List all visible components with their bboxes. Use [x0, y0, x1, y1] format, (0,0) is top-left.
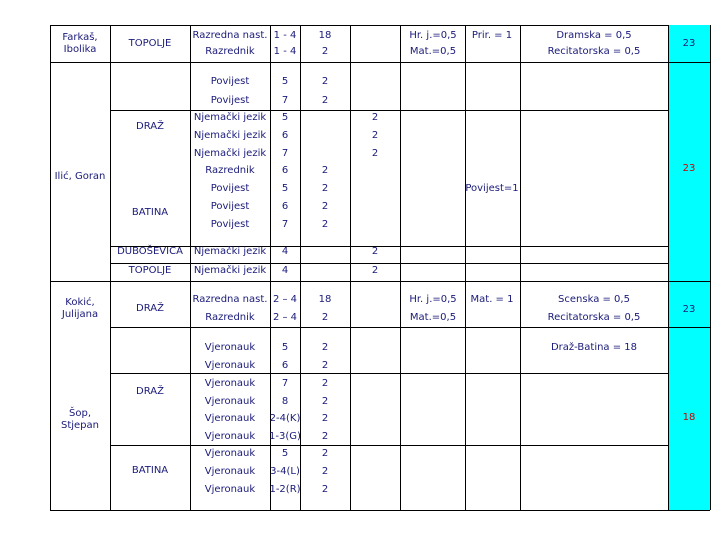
grid-line: [110, 263, 668, 264]
teacher-name: Ilić, Goran: [54, 171, 106, 182]
subject-cell: Razrednik: [205, 46, 255, 57]
grid-line: [50, 281, 710, 282]
totals-column: [668, 25, 710, 510]
grade-cell: 2 – 4: [272, 312, 298, 323]
subject-cell: Razrednik: [205, 165, 255, 176]
hours-cell: 2: [321, 378, 329, 389]
hours-cell: 2: [321, 466, 329, 477]
school-name: DRAŽ: [136, 121, 164, 132]
subject-cell: Vjeronauk: [204, 413, 256, 424]
grade-cell: 5: [281, 76, 289, 87]
grade-cell: 2-4(K): [269, 413, 301, 424]
grid-line: [350, 25, 351, 510]
subject-cell: Vjeronauk: [204, 484, 256, 495]
hours-cell: 2: [321, 201, 329, 212]
subject-cell: Vjeronauk: [204, 342, 256, 353]
subject-cell: Vjeronauk: [204, 466, 256, 477]
hours-cell: 2: [321, 413, 329, 424]
hours-cell: 2: [321, 312, 329, 323]
hours-cell: 18: [318, 294, 332, 305]
subject-cell: Razrednik: [205, 312, 255, 323]
total-hours: 18: [682, 412, 696, 423]
hours-cell: 18: [318, 30, 332, 41]
grade-cell: 7: [281, 148, 289, 159]
grid-line: [110, 327, 710, 328]
hours-cell: 2: [321, 342, 329, 353]
grid-line: [668, 25, 669, 510]
grade-cell: 3-4(L): [270, 466, 300, 477]
subject-cell: Njemački jezik: [193, 130, 267, 141]
grade-cell: 2 – 4: [272, 294, 298, 305]
hours-cell: 2: [321, 360, 329, 371]
grade-cell: 6: [281, 130, 289, 141]
extra-cell: Hr. j.=0,5: [409, 294, 457, 305]
grade-cell: 5: [281, 342, 289, 353]
grid-line: [110, 373, 668, 374]
school-name: BATINA: [131, 465, 169, 476]
grade-cell: 1-3(G): [269, 431, 301, 442]
subject-cell: Povijest: [210, 183, 250, 194]
hours-cell: 2: [321, 46, 329, 57]
hours-cell: 2: [321, 219, 329, 230]
hours-cell: 2: [371, 148, 379, 159]
subject-cell: Povijest: [210, 201, 250, 212]
school-name: DUBOŠEVICA: [117, 246, 183, 257]
school-name: BATINA: [131, 207, 169, 218]
extra-cell: Draž-Batina = 18: [550, 342, 638, 353]
hours-cell: 2: [321, 448, 329, 459]
school-name: TOPOLJE: [128, 38, 172, 49]
grid-line: [400, 25, 401, 510]
grade-cell: 5: [281, 112, 289, 123]
hours-cell: 2: [321, 396, 329, 407]
grade-cell: 7: [281, 95, 289, 106]
subject-cell: Povijest: [210, 95, 250, 106]
grade-cell: 6: [281, 360, 289, 371]
hours-cell: 2: [321, 431, 329, 442]
subject-cell: Povijest: [210, 219, 250, 230]
hours-cell: 2: [371, 265, 379, 276]
subject-cell: Njemački jezik: [193, 112, 267, 123]
subject-cell: Njemački jezik: [193, 148, 267, 159]
grid-line: [50, 62, 710, 63]
hours-cell: 2: [321, 484, 329, 495]
extra-cell: Mat. = 1: [470, 294, 514, 305]
grid-line: [110, 25, 111, 510]
extra-cell: Recitatorska = 0,5: [547, 46, 641, 57]
grade-cell: 5: [281, 183, 289, 194]
grid-line: [520, 25, 521, 510]
subject-cell: Vjeronauk: [204, 360, 256, 371]
grid-line: [50, 25, 51, 510]
school-name: TOPOLJE: [128, 265, 172, 276]
hours-cell: 2: [371, 246, 379, 257]
hours-cell: 2: [321, 183, 329, 194]
subject-cell: Njemački jezik: [193, 265, 267, 276]
extra-cell: Prir. = 1: [471, 30, 513, 41]
grid-line: [465, 25, 466, 510]
subject-cell: Vjeronauk: [204, 396, 256, 407]
teacher-name: Šop, Stjepan: [60, 408, 99, 431]
grade-cell: 5: [281, 448, 289, 459]
grid-line: [710, 25, 711, 510]
school-name: DRAŽ: [136, 386, 164, 397]
grade-cell: 4: [281, 265, 289, 276]
subject-cell: Njemački jezik: [193, 246, 267, 257]
hours-cell: 2: [371, 130, 379, 141]
extra-cell: Povijest=1: [465, 183, 519, 194]
subject-cell: Vjeronauk: [204, 431, 256, 442]
grade-cell: 7: [281, 378, 289, 389]
teacher-name: Kokić, Julijana: [61, 297, 99, 320]
school-name: DRAŽ: [136, 303, 164, 314]
hours-cell: 2: [371, 112, 379, 123]
hours-cell: 2: [321, 165, 329, 176]
extra-cell: Recitatorska = 0,5: [547, 312, 641, 323]
subject-cell: Vjeronauk: [204, 448, 256, 459]
grade-cell: 8: [281, 396, 289, 407]
grade-cell: 1 - 4: [273, 30, 297, 41]
grade-cell: 4: [281, 246, 289, 257]
grade-cell: 6: [281, 165, 289, 176]
total-hours: 23: [682, 163, 696, 174]
grade-cell: 7: [281, 219, 289, 230]
subject-cell: Povijest: [210, 76, 250, 87]
extra-cell: Scenska = 0,5: [558, 294, 630, 305]
total-hours: 23: [682, 304, 696, 315]
total-hours: 23: [682, 38, 696, 49]
subject-cell: Razredna nast.: [192, 30, 268, 41]
subject-cell: Razredna nast.: [192, 294, 268, 305]
grid-line: [110, 445, 668, 446]
teacher-name: Farkaš, Ibolika: [62, 32, 98, 55]
extra-cell: Hr. j.=0,5: [409, 30, 457, 41]
hours-cell: 2: [321, 76, 329, 87]
grade-cell: 6: [281, 201, 289, 212]
extra-cell: Dramska = 0,5: [556, 30, 632, 41]
grid-line: [190, 25, 191, 510]
hours-cell: 2: [321, 95, 329, 106]
subject-cell: Vjeronauk: [204, 378, 256, 389]
grade-cell: 1-2(R): [269, 484, 301, 495]
extra-cell: Mat.=0,5: [409, 46, 457, 57]
extra-cell: Mat.=0,5: [409, 312, 457, 323]
grid-line: [50, 510, 710, 511]
grid-line: [110, 110, 668, 111]
grade-cell: 1 - 4: [273, 46, 297, 57]
